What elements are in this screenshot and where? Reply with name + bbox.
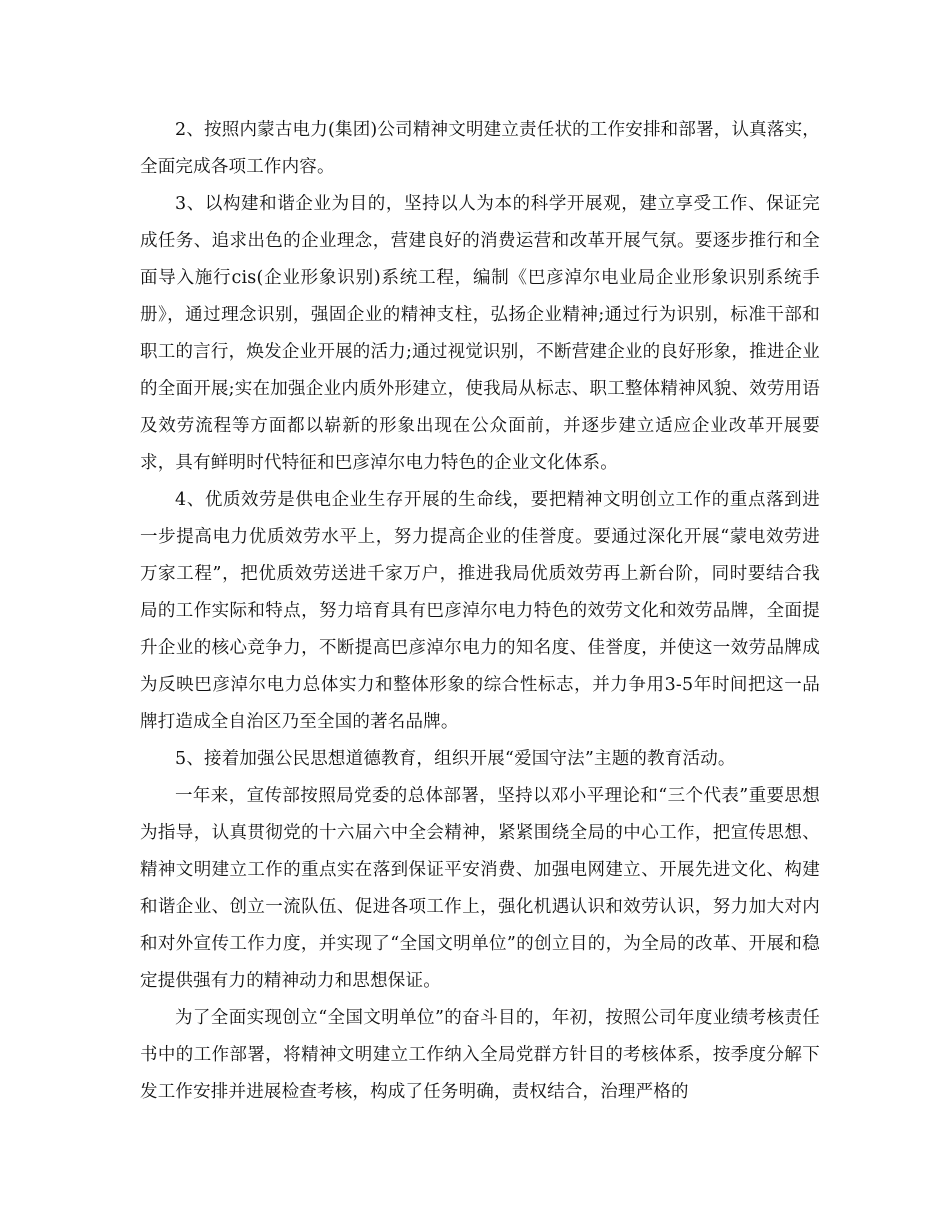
paragraph-item-4: 4、优质效劳是供电企业生存开展的生命线，要把精神文明创立工作的重点落到进一步提高电力优质效劳水平上，努力提高企业的佳誉度。要通过深化开展“蒙电效劳进万家工程”，把优质效劳送进千家万户，推进我局优质效劳再上新台阶，同时要结合我局的工作实际和特点，努力培育具有巴彦淖尔电力特色的效劳文化和效劳品牌，全面提升企业的核心竞争力，不断提高巴彦淖尔电力的知名度、佳誉度，并使这一效劳品牌成为反映巴彦淖尔电力总体实力和整体形象的综合性标志，并力争用3-5年时间把这一品牌打造成全自治区乃至全国的著名品牌。 bbox=[140, 490, 820, 732]
paragraph-item-2: 2、按照内蒙古电力(集团)公司精神文明建立责任状的工作安排和部署，认真落实，全面完成各项工作内容。 bbox=[140, 120, 820, 177]
paragraph-goal: 为了全面实现创立“全国文明单位”的奋斗目的，年初，按照公司年度业绩考核责任书中的工作部署，将精神文明建立工作纳入全局党群方针目的考核体系，按季度分解下发工作安排并进展检查考核，构成了任务明确，责权结合，治理严格的 bbox=[140, 1008, 820, 1102]
document-body bbox=[140, 112, 820, 1111]
paragraph-item-5: 5、接着加强公民思想道德教育，组织开展“爱国守法”主题的教育活动。 bbox=[175, 749, 736, 769]
paragraph-item-3: 3、以构建和谐企业为目的，坚持以人为本的科学开展观，建立享受工作、保证完成任务、追求出色的企业理念，营建良好的消费运营和改革开展气氛。要逐步推行和全面导入施行cis(企业形象识别)系统工程，编制《巴彦淖尔电业局企业形象识别系统手册》，通过理念识别，强固企业的精神支柱，弘扬企业精神;通过行为识别，标准干部和职工的言行，焕发企业开展的活力;通过视觉识别，不断营建企业的良好形象，推进企业的全面开展;实在加强企业内质外形建立，使我局从标志、职工整体精神风貌、效劳用语及效劳流程等方面都以崭新的形象出现在公众面前，并逐步建立适应企业改革开展要求，具有鲜明时代特征和巴彦淖尔电力特色的企业文化体系。 bbox=[140, 194, 820, 473]
paragraph-year-summary: 一年来，宣传部按照局党委的总体部署，坚持以邓小平理论和“三个代表”重要思想为指导，认真贯彻党的十六届六中全会精神，紧紧围绕全局的中心工作，把宣传思想、精神文明建立工作的重点实在落到保证平安消费、加强电网建立、开展先进文化、构建和谐企业、创立一流队伍、促进各项工作上，强化机遇认识和效劳认识，努力加大对内和对外宣传工作力度，并实现了“全国文明单位”的创立目的，为全局的改革、开展和稳定提供强有力的精神动力和思想保证。 bbox=[140, 786, 820, 991]
